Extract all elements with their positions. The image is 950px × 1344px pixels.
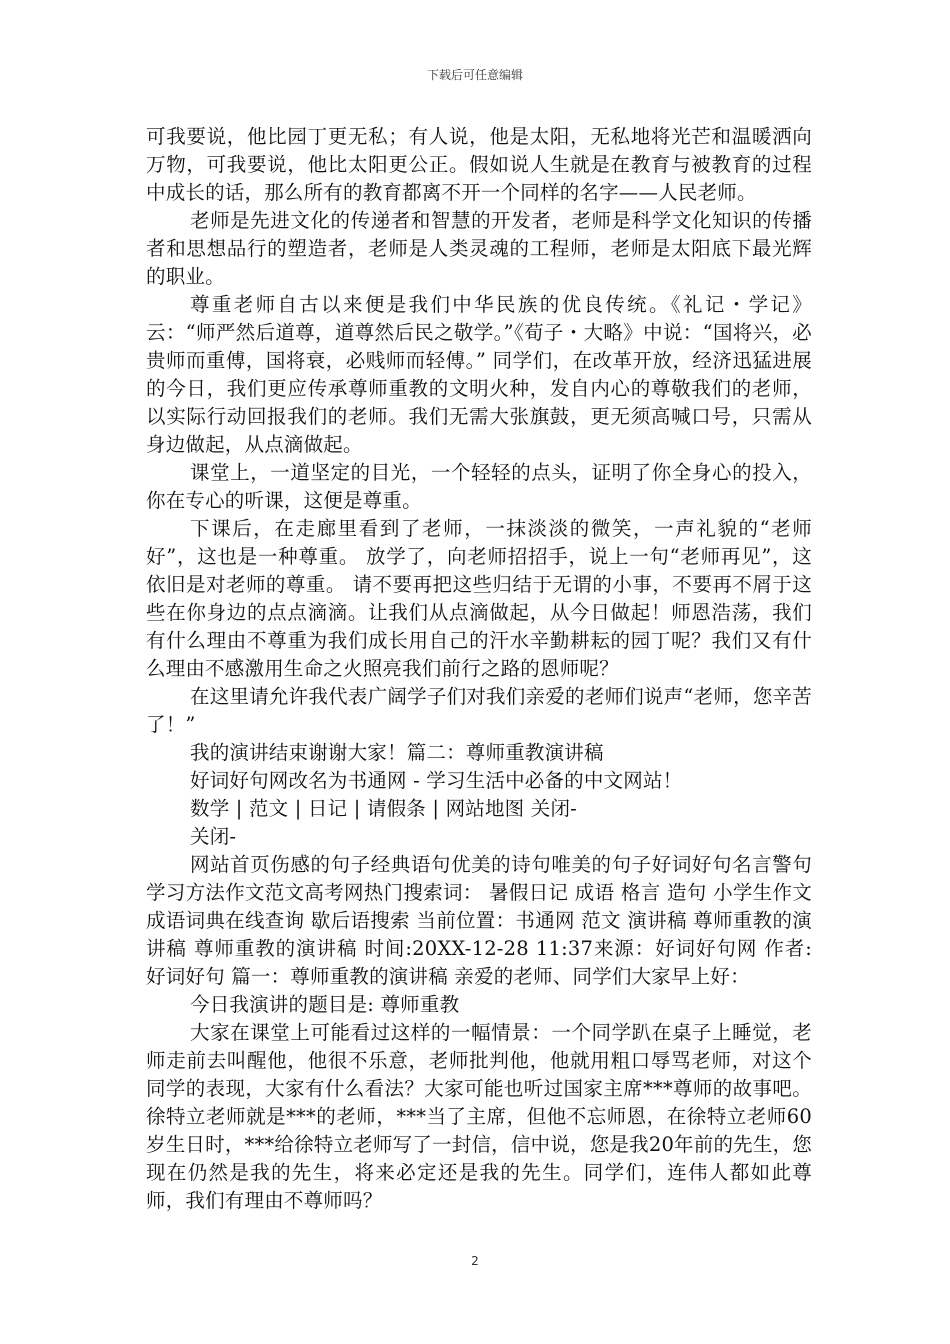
page-number: 2 (471, 1254, 479, 1268)
paragraph: 尊重老师自古以来便是我们中华民族的优良传统。《礼记・学记》云：“师严然后道尊，道尊然后民之敬学。”《荀子・大略》中说：“国将兴，必贵师而重傅，国将衰，必贱师而轻傅。” 同学们，在改革开放，经济迅猛进展的今日，我们更应传承尊师重教的文明火种，发自内心的尊敬我们的老师，以实际行动回报我们的老师。我们无需大张旗鼓，更无须高喊口号，只需从身边做起，从点滴做起。 (146, 293, 812, 456)
paragraph: 网站首页伤感的句子经典语句优美的诗句唯美的句子好词好句名言警句学习方法作文范文高考网热门搜索词： 暑假日记 成语 格言 造句 小学生作文 成语词典在线查询 歇后语搜索 当前位置：书通网 范文 演讲稿 尊师重教的演讲稿 尊师重教的演讲稿 时间:20XX-12-28 11:37来源：好词好句网 作者:好词好句 篇一：尊师重教的演讲稿 亲爱的老师、同学们大家早上好： (146, 853, 812, 988)
paragraph: 好词好句网改名为书通网 - 学习生活中必备的中文网站！ (190, 769, 683, 792)
paragraph: 课堂上，一道坚定的目光，一个轻轻的点头，证明了你全身心的投入，你在专心的听课，这便是尊重。 (146, 461, 812, 512)
paragraph: 下课后，在走廊里看到了老师，一抹淡淡的微笑，一声礼貌的“老师好”，这也是一种尊重。 放学了，向老师招招手，说上一句“老师再见”，这依旧是对老师的尊重。 请不要再把这些归结于无谓的小事，不要再不屑于这些在你身边的点点滴滴。让我们从点滴做起，从今日做起！师恩浩荡，我们有什么理由不尊重为我们成长用自己的汗水辛勤耕耘的园丁呢？我们又有什么理由不感激用生命之火照亮我们前行之路的恩师呢？ (146, 517, 812, 680)
paragraph: 老师是先进文化的传递者和智慧的开发者，老师是科学文化知识的传播者和思想品行的塑造者，老师是人类灵魂的工程师，老师是太阳底下最光辉的职业。 (146, 209, 812, 288)
paragraph: 我的演讲结束谢谢大家！篇二：尊师重教演讲稿 (190, 741, 604, 764)
document-body (146, 123, 812, 1215)
nav-links-line: 数学 | 范文 | 日记 | 请假条 | 网站地图 关闭- (190, 797, 577, 820)
paragraph: 关闭- (190, 825, 237, 848)
page-header: 下载后可任意编辑 (426, 68, 523, 82)
paragraph: 今日我演讲的题目是: 尊师重教 (190, 993, 460, 1016)
paragraph: 大家在课堂上可能看过这样的一幅情景：一个同学趴在桌子上睡觉，老师走前去叫醒他，他很不乐意，老师批判他，他就用粗口辱骂老师，对这个同学的表现，大家有什么看法？大家可能也听过国家主席***尊师的故事吧。徐特立老师就是***的老师，***当了主席，但他不忘师恩，在徐特立老师60岁生日时，***给徐特立老师写了一封信，信中说，您是我20年前的先生，您现在仍然是我的先生，将来必定还是我的先生。同学们，连伟人都如此尊师，我们有理由不尊师吗？ (146, 1021, 812, 1212)
paragraph: 可我要说，他比园丁更无私；有人说，他是太阳，无私地将光芒和温暖洒向万物，可我要说，他比太阳更公正。假如说人生就是在教育与被教育的过程中成长的话，那么所有的教育都离不开一个同样的名字——人民老师。 (146, 125, 812, 204)
paragraph: 在这里请允许我代表广阔学子们对我们亲爱的老师们说声“老师，您辛苦了！” (146, 685, 812, 736)
